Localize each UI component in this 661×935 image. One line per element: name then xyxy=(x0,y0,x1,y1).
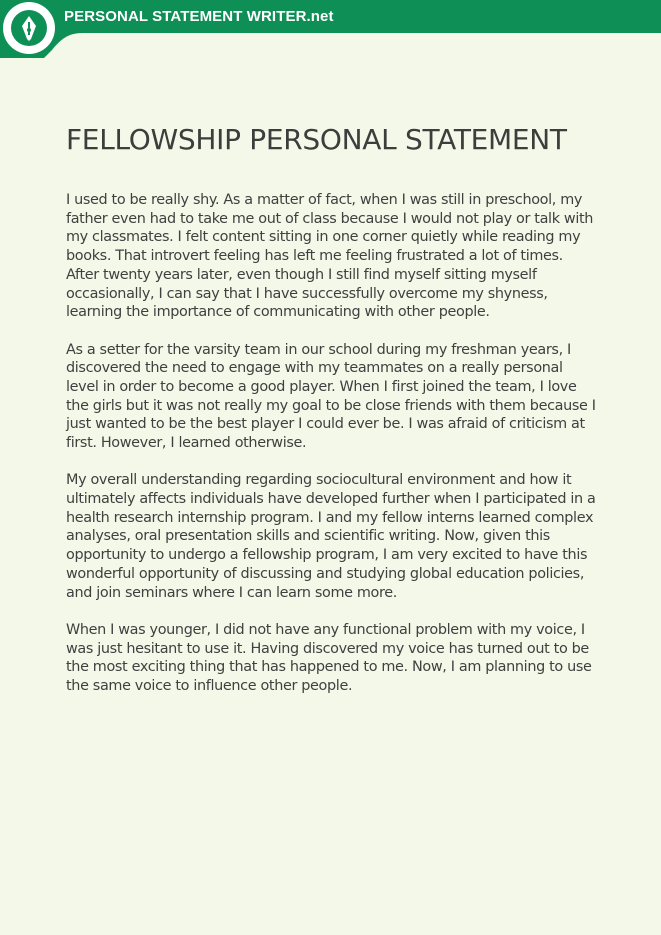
paragraph-1: I used to be really shy. As a matter of fact, when I was still in preschool, my father even had to take me out of class because I would not play or talk with my classmates. I felt content sitting in one corner quietly while reading my books. That introvert feeling has left me feeling frustrated a lot of times. After twenty years later, even though I still find myself sitting myself occasionally, I can say that I have successfully overcome my shyness, learning the importance of communicating with other people. xyxy=(66,192,594,321)
brand-logo[interactable] xyxy=(3,2,55,54)
statement-body xyxy=(66,191,596,714)
brand-name[interactable]: PERSONAL STATEMENT WRITER.net xyxy=(64,8,334,25)
paragraph-2: As a setter for the varsity team in our school during my freshman years, I discovered the need to engage with my teammates on a really personal level in order to become a good player. When I first joined the team, I love the girls but it was not really my goal to be close friends with them because I just wanted to be the best player I could ever be. I was afraid of criticism at first. However, I learned otherwise. xyxy=(66,341,596,452)
document-title: FELLOWSHIP PERSONAL STATEMENT xyxy=(66,123,567,156)
paragraph-4: When I was younger, I did not have any functional problem with my voice, I was just hesitant to use it. Having discovered my voice has turned out to be the most exciting thing that has happened to me. Now, I am planning to use the same voice to influence other people. xyxy=(66,621,592,694)
site-header xyxy=(0,0,661,58)
pen-nib-icon xyxy=(9,8,49,48)
paragraph-3: My overall understanding regarding sociocultural environment and how it ultimately affects individuals have developed further when I participated in a health research internship program. I and my fellow interns learned complex analyses, oral presentation skills and scientific writing. Now, given this opportunity to undergo a fellowship program, I am very excited to have this wonderful opportunity of discussing and studying global education policies, and join seminars where I can learn some more. xyxy=(66,472,596,601)
